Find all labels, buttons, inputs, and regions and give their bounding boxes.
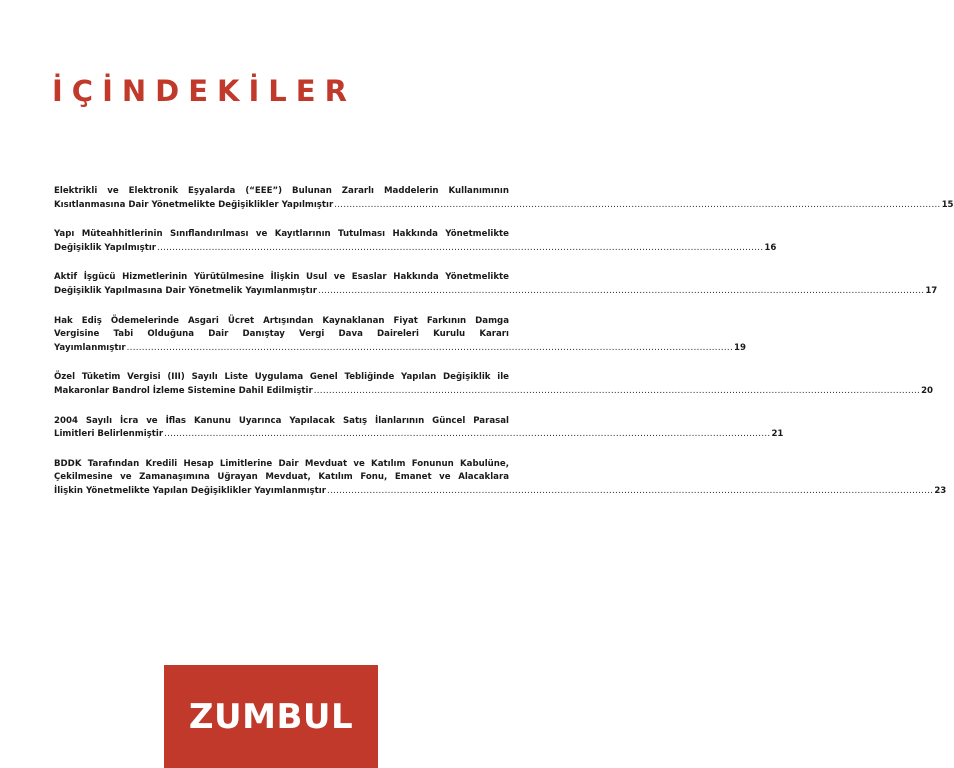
table-of-contents bbox=[54, 185, 954, 515]
toc-leader-dots: ........................................................................................................................................................................................................ bbox=[317, 285, 925, 296]
toc-entry-title-end: İlişkin Yönetmelikte Yapılan Değişiklikler Yayımlanmıştır bbox=[54, 485, 326, 496]
toc-page-number: 16 bbox=[764, 242, 777, 253]
toc-leader-dots: ........................................................................................................................................................................................................ bbox=[157, 242, 764, 253]
toc-entry[interactable] bbox=[54, 458, 947, 499]
toc-entry-line: 2004 Sayılı İcra ve İflas Kanunu Uyarınca Yapılacak Satış İlanlarının Güncel Parasal bbox=[54, 415, 509, 426]
toc-leader-dots: ........................................................................................................................................................................................................ bbox=[126, 342, 733, 353]
toc-page-number: 15 bbox=[941, 199, 954, 210]
toc-entry[interactable] bbox=[54, 415, 784, 442]
toc-entry[interactable] bbox=[54, 315, 746, 356]
toc-entry[interactable] bbox=[54, 185, 954, 212]
toc-entry[interactable] bbox=[54, 271, 938, 298]
toc-entry[interactable] bbox=[54, 228, 777, 255]
toc-entry-line: Hak Ediş Ödemelerinde Asgari Ücret Artışından Kaynaklanan Fiyat Farkının Damga bbox=[54, 315, 509, 326]
brand-logo bbox=[164, 665, 378, 768]
toc-entry-line: Yapı Müteahhitlerinin Sınıflandırılması ve Kayıtlarının Tutulması Hakkında Yönetmelikte bbox=[54, 229, 509, 240]
toc-entry-line: Elektrikli ve Elektronik Eşyalarda (“EEE”) Bulunan Zararlı Maddelerin Kullanımının bbox=[54, 186, 509, 196]
toc-entry-title-end: Değişiklik Yapılmasına Dair Yönetmelik Yayımlanmıştır bbox=[54, 285, 317, 296]
toc-entry-title-end: Makaronlar Bandrol İzleme Sistemine Dahil Edilmiştir bbox=[54, 385, 313, 396]
brand-logo-wordmark: ZUMBUL bbox=[188, 696, 354, 737]
toc-leader-dots: ........................................................................................................................................................................................................ bbox=[326, 485, 934, 496]
toc-page-number: 17 bbox=[925, 285, 938, 296]
toc-page-number: 23 bbox=[934, 485, 947, 496]
toc-page-number: 19 bbox=[733, 342, 746, 353]
toc-entry-title-end: Değişiklik Yapılmıştır bbox=[54, 242, 157, 253]
toc-page-number: 21 bbox=[771, 429, 784, 440]
toc-entry-title-end: Kısıtlanmasına Dair Yönetmelikte Değişiklikler Yapılmıştır bbox=[54, 199, 334, 210]
toc-leader-dots: ........................................................................................................................................................................................................ bbox=[313, 385, 921, 396]
toc-page-number: 20 bbox=[921, 385, 934, 396]
toc-entry-line: Özel Tüketim Vergisi (III) Sayılı Liste Uygulama Genel Tebliğinde Yapılan Değişiklik ile bbox=[54, 372, 509, 383]
toc-entry-line: Vergisine Tabi Olduğuna Dair Danıştay Vergi Dava Daireleri Kurulu Kararı bbox=[54, 329, 509, 340]
toc-entry-line: BDDK Tarafından Kredili Hesap Limitlerine Dair Mevduat ve Katılım Fonunun Kabulüne, bbox=[54, 458, 509, 469]
toc-entry-title-end: Limitleri Belirlenmiştir bbox=[54, 429, 164, 440]
toc-entry-title-end: Yayımlanmıştır bbox=[54, 342, 126, 353]
toc-leader-dots: ........................................................................................................................................................................................................ bbox=[164, 429, 771, 440]
toc-leader-dots: ........................................................................................................................................................................................................ bbox=[334, 199, 941, 210]
page-title: İÇİNDEKİLER bbox=[52, 74, 356, 108]
toc-entry[interactable] bbox=[54, 371, 934, 398]
toc-entry-line: Çekilmesine ve Zamanaşımına Uğrayan Mevduat, Katılım Fonu, Emanet ve Alacaklara bbox=[54, 472, 509, 483]
toc-entry-line: Aktif İşgücü Hizmetlerinin Yürütülmesine İlişkin Usul ve Esaslar Hakkında Yönetmelikte bbox=[54, 272, 509, 283]
